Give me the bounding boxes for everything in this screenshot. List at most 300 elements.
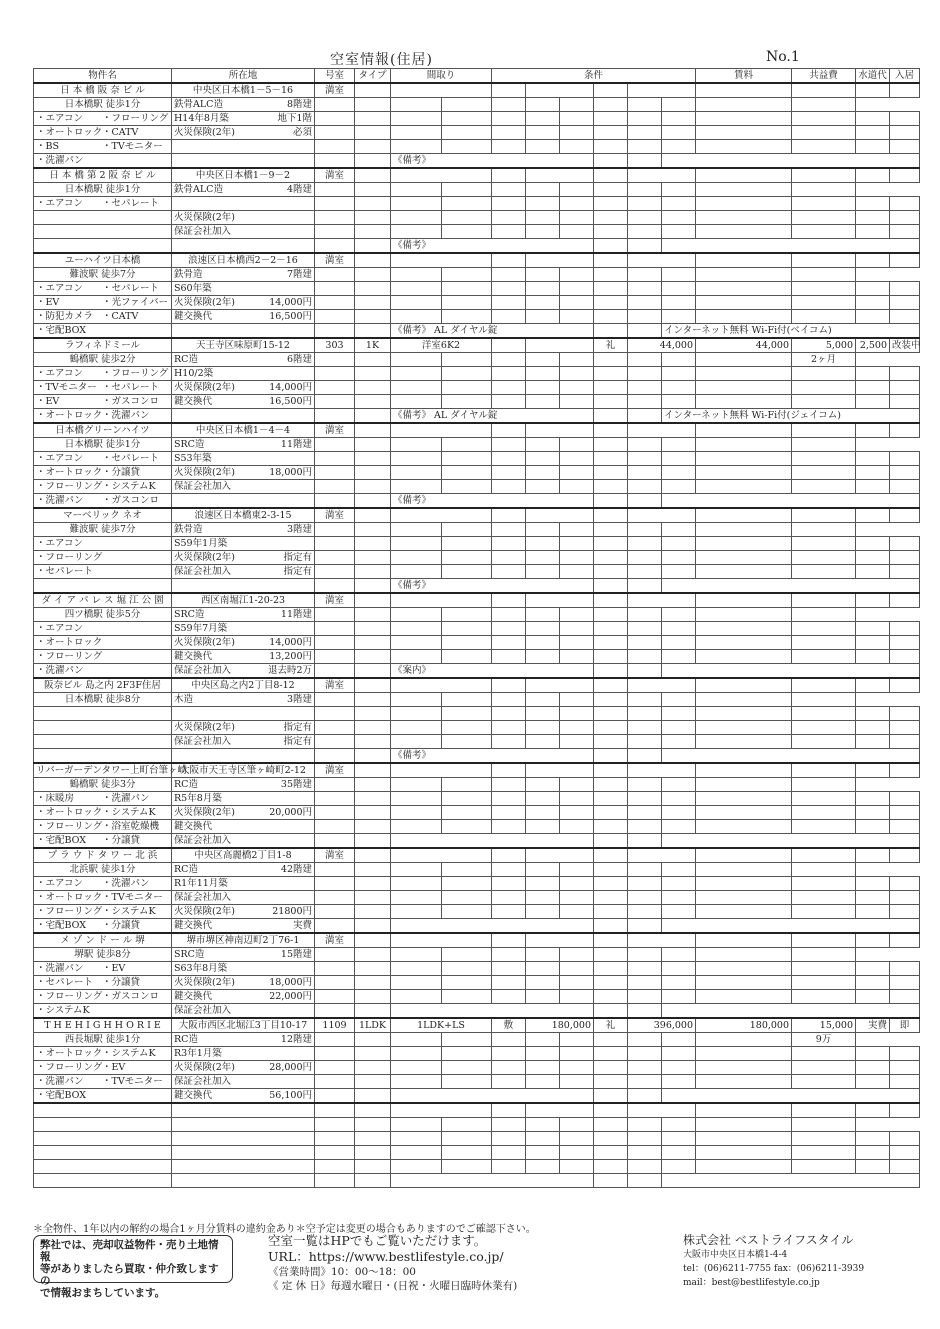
building-detail <box>172 891 315 905</box>
empty-cell <box>792 1132 856 1146</box>
detail-label: 火災保険(2年) <box>174 637 235 648</box>
common-fee <box>792 1103 856 1118</box>
footnote: ＊全物件、1年以内の解約の場合1ヶ月分賃料の違約金あり＊空予定は変更の場合もありますのでご確認下さい。 <box>33 1224 536 1235</box>
empty-cell <box>560 225 594 239</box>
detail-label: RC造 <box>174 779 198 790</box>
empty-cell <box>391 693 442 707</box>
empty-cell <box>628 126 662 140</box>
empty-cell <box>526 296 560 310</box>
property-row <box>34 154 920 169</box>
empty-cell <box>696 466 792 480</box>
nearest-station: 鶴橋駅 徒歩3分 <box>34 778 172 792</box>
empty-cell <box>442 140 492 154</box>
empty-cell <box>594 1160 628 1174</box>
empty-cell <box>315 877 355 891</box>
empty-cell <box>696 1132 792 1146</box>
empty-cell <box>492 197 526 211</box>
nearest-station <box>34 1118 172 1132</box>
empty-cell <box>315 622 355 636</box>
empty-cell <box>662 296 696 310</box>
empty-cell <box>792 381 856 395</box>
empty-cell <box>315 1004 355 1019</box>
empty-cell <box>792 905 856 919</box>
empty-cell <box>890 990 920 1004</box>
empty-cell <box>662 183 696 197</box>
feature-item: ・フローリング <box>36 552 103 563</box>
empty-cell <box>492 877 526 891</box>
empty-cell <box>492 480 526 494</box>
water-fee <box>856 593 890 608</box>
empty-cell <box>628 962 662 976</box>
empty-cell <box>662 622 696 636</box>
empty-cell <box>696 948 792 962</box>
notice-line: 等がありましたら買取・仲介致しますの <box>40 1263 219 1287</box>
empty-cell <box>391 1075 442 1089</box>
property-name: ユーハイツ日本橋 <box>34 253 172 268</box>
empty-cell <box>315 1075 355 1089</box>
nearest-station: 難波駅 徒歩7分 <box>34 523 172 537</box>
empty-cell <box>442 537 492 551</box>
property-row <box>34 1004 920 1019</box>
property-row <box>34 565 920 579</box>
empty-cell <box>391 296 442 310</box>
empty-cell <box>662 523 696 537</box>
empty-cell <box>856 721 890 735</box>
empty-cell <box>560 891 594 905</box>
empty-cell <box>628 834 662 849</box>
building-detail <box>172 1004 315 1019</box>
common-fee <box>792 933 856 948</box>
empty-cell <box>792 1061 856 1075</box>
detail-value: 20,000円 <box>269 807 312 818</box>
key-money-label <box>594 83 628 98</box>
detail-label: S63年8月築 <box>174 963 228 974</box>
room-number: 満室 <box>315 508 355 523</box>
property-row <box>34 1103 920 1118</box>
property-address: 中央区高麗橋2丁目1-8 <box>172 848 315 863</box>
empty-cell <box>696 1061 792 1075</box>
key-money-label <box>594 168 628 183</box>
property-row <box>34 608 920 622</box>
remarks-extra <box>662 579 920 594</box>
empty-cell <box>315 211 355 225</box>
empty-cell <box>628 367 662 381</box>
room-type <box>355 678 391 693</box>
empty-cell <box>526 1047 560 1061</box>
empty-cell <box>315 990 355 1004</box>
empty-cell <box>442 1061 492 1075</box>
property-address <box>172 1103 315 1118</box>
detail-value: 16,500円 <box>269 311 312 322</box>
empty-cell <box>355 948 391 962</box>
empty-cell <box>856 650 890 664</box>
detail-label: S53年築 <box>174 453 212 464</box>
room-type <box>355 933 391 948</box>
remarks: 《備考》 <box>391 494 594 509</box>
room-number: 303 <box>315 338 355 353</box>
table-body <box>34 83 920 1188</box>
empty-cell <box>890 976 920 990</box>
detail-label: 保証会社加入 <box>174 736 232 747</box>
empty-cell <box>594 211 628 225</box>
empty-cell <box>315 1089 355 1104</box>
empty-cell <box>696 395 792 409</box>
deposit-value <box>526 848 594 863</box>
empty-cell <box>315 664 355 679</box>
empty-cell <box>856 140 890 154</box>
common-fee <box>792 83 856 98</box>
business-hours: 《営業時間》10：00～18：00 <box>268 1266 416 1278</box>
empty-cell <box>442 112 492 126</box>
remarks: 《備考》 <box>391 579 594 594</box>
key-money-label: 礼 <box>594 1018 628 1033</box>
empty-cell <box>355 863 391 877</box>
empty-cell <box>391 891 442 905</box>
empty-cell <box>526 197 560 211</box>
building-detail <box>172 990 315 1004</box>
empty-cell <box>856 1075 890 1089</box>
empty-cell <box>856 1160 890 1174</box>
empty-cell <box>890 367 920 381</box>
empty-cell <box>696 296 792 310</box>
move-in <box>890 423 920 438</box>
rent <box>696 423 792 438</box>
empty-cell <box>594 721 628 735</box>
building-detail <box>172 211 315 225</box>
property-row <box>34 1118 920 1132</box>
detail-label: 鍵交換代 <box>174 311 213 322</box>
floor-plan <box>391 1103 492 1118</box>
empty-cell <box>792 480 856 494</box>
empty-cell <box>856 452 890 466</box>
feature-item: ・洗濯パン <box>102 793 150 804</box>
empty-cell <box>628 976 662 990</box>
feature-cell <box>34 1160 172 1174</box>
empty-cell <box>315 792 355 806</box>
empty-cell <box>442 905 492 919</box>
empty-cell <box>492 735 526 749</box>
empty-cell <box>355 154 391 169</box>
property-row <box>34 834 920 849</box>
empty-cell <box>492 820 526 834</box>
website-url[interactable]: URL：https://www.bestlifestyle.co.jp/ <box>268 1249 504 1264</box>
empty-cell <box>442 948 492 962</box>
move-in <box>890 508 920 523</box>
room-type <box>355 83 391 98</box>
empty-cell <box>628 608 662 622</box>
property-address: 天王寺区味原町15-12 <box>172 338 315 353</box>
empty-cell <box>560 381 594 395</box>
key-money-value <box>628 423 696 438</box>
empty-cell <box>355 579 391 594</box>
deposit-label <box>492 253 526 268</box>
detail-label: S60年築 <box>174 283 212 294</box>
property-address: 中央区日本橋1－9－2 <box>172 168 315 183</box>
empty-cell <box>391 183 442 197</box>
room-type <box>355 253 391 268</box>
header-common-fee: 共益費 <box>792 69 856 84</box>
floor-plan <box>391 253 492 268</box>
empty-cell <box>594 1132 628 1146</box>
empty-cell <box>526 707 560 721</box>
feature-item: ・システムK <box>102 906 156 917</box>
detail-value: 6階建 <box>286 354 312 365</box>
property-name: 日 本 橋 阪 奈 ビ ル <box>34 83 172 98</box>
detail-label: SRC造 <box>174 439 205 450</box>
detail-value: 14,000円 <box>269 637 312 648</box>
empty-cell <box>526 1075 560 1089</box>
feature-cell <box>34 1061 172 1075</box>
feature-cell <box>34 891 172 905</box>
empty-cell <box>594 1033 628 1047</box>
empty-cell <box>628 1174 662 1188</box>
empty-cell <box>355 296 391 310</box>
empty-cell <box>442 721 492 735</box>
empty-cell <box>355 409 391 424</box>
empty-cell <box>792 792 856 806</box>
property-row <box>34 296 920 310</box>
empty-cell <box>662 806 696 820</box>
water-fee: 2,500 <box>856 338 890 353</box>
empty-cell <box>355 239 391 254</box>
empty-cell <box>391 126 442 140</box>
feature-item: ・洗濯パン <box>36 495 84 506</box>
property-row <box>34 381 920 395</box>
empty-cell <box>696 112 792 126</box>
empty-cell <box>662 310 696 324</box>
property-row <box>34 537 920 551</box>
empty-cell <box>792 211 856 225</box>
empty-cell <box>391 310 442 324</box>
empty-cell <box>594 225 628 239</box>
empty-cell <box>696 622 792 636</box>
empty-cell <box>391 466 442 480</box>
empty-cell <box>890 112 920 126</box>
move-in <box>890 678 920 693</box>
detail-value: 18,000円 <box>269 467 312 478</box>
empty-cell <box>792 1075 856 1089</box>
empty-cell <box>526 480 560 494</box>
feature-item: ・宅配BOX <box>36 920 87 931</box>
feature-item: ・フローリング <box>36 991 103 1002</box>
empty-cell <box>442 622 492 636</box>
feature-item: ・オートロック <box>36 892 103 903</box>
empty-cell <box>391 225 442 239</box>
empty-cell <box>391 367 442 381</box>
empty-cell <box>696 1118 792 1132</box>
empty-cell <box>355 1033 391 1047</box>
empty-cell <box>315 1160 355 1174</box>
empty-cell <box>662 1132 696 1146</box>
detail-value: 7階建 <box>286 269 312 280</box>
deposit-label <box>492 1103 526 1118</box>
empty-cell <box>628 523 662 537</box>
property-name <box>34 1103 172 1118</box>
building-detail <box>172 834 315 849</box>
empty-cell <box>355 1132 391 1146</box>
empty-cell <box>662 1146 696 1160</box>
empty-cell <box>560 792 594 806</box>
feature-cell <box>34 409 172 424</box>
empty-cell <box>492 225 526 239</box>
common-fee: 15,000 <box>792 1018 856 1033</box>
empty-cell <box>856 1132 890 1146</box>
empty-cell <box>492 1033 526 1047</box>
nearest-station: 鶴橋駅 徒歩2分 <box>34 353 172 367</box>
empty-cell <box>560 693 594 707</box>
property-row <box>34 310 920 324</box>
empty-cell <box>696 1047 792 1061</box>
empty-cell <box>442 1075 492 1089</box>
empty-cell <box>662 1075 696 1089</box>
key-money-value <box>628 678 696 693</box>
header-room: 号室 <box>315 69 355 84</box>
empty-cell <box>355 721 391 735</box>
detail-label: 保証会社加入 <box>174 892 232 903</box>
empty-cell <box>594 919 628 934</box>
detail-value: 11階建 <box>280 439 312 450</box>
common-fee <box>792 253 856 268</box>
empty-cell <box>391 551 442 565</box>
floor-plan <box>391 933 492 948</box>
empty-cell <box>526 112 560 126</box>
empty-cell <box>628 749 662 764</box>
room-number: 満室 <box>315 593 355 608</box>
feature-item: ・EV <box>102 963 126 974</box>
empty-cell <box>442 353 492 367</box>
empty-cell <box>560 211 594 225</box>
property-row <box>34 1174 920 1188</box>
feature-cell <box>34 905 172 919</box>
empty-cell <box>355 693 391 707</box>
header-move-in: 入居 <box>890 69 920 84</box>
header-water: 水道代 <box>856 69 890 84</box>
empty-cell <box>662 381 696 395</box>
building-detail <box>172 1061 315 1075</box>
empty-cell <box>594 494 628 509</box>
feature-cell <box>34 466 172 480</box>
deposit-value <box>526 253 594 268</box>
empty-cell <box>355 1004 391 1019</box>
remarks-extra <box>662 664 920 679</box>
empty-cell <box>628 579 662 594</box>
empty-cell <box>355 126 391 140</box>
empty-cell <box>315 282 355 296</box>
empty-cell <box>560 353 594 367</box>
nearest-station: 北浜駅 徒歩1分 <box>34 863 172 877</box>
feature-item: ・CATV <box>102 311 139 322</box>
empty-cell <box>526 650 560 664</box>
key-money-value <box>628 1103 696 1118</box>
property-row <box>34 919 920 934</box>
empty-cell <box>355 990 391 1004</box>
feature-item: ・洗濯パン <box>36 665 84 676</box>
empty-cell <box>391 523 442 537</box>
empty-cell <box>696 693 792 707</box>
feature-cell <box>34 749 172 764</box>
building-detail <box>172 749 315 764</box>
empty-cell <box>594 112 628 126</box>
empty-cell <box>315 395 355 409</box>
feature-cell <box>34 310 172 324</box>
deposit-label <box>492 848 526 863</box>
key-money-value <box>628 933 696 948</box>
empty-cell <box>662 1118 696 1132</box>
feature-cell <box>34 990 172 1004</box>
empty-cell <box>594 608 628 622</box>
empty-cell <box>696 905 792 919</box>
feature-cell <box>34 636 172 650</box>
feature-item: ・分譲貸 <box>102 835 141 846</box>
property-row <box>34 848 920 863</box>
empty-cell <box>890 806 920 820</box>
empty-cell <box>594 650 628 664</box>
empty-cell <box>792 636 856 650</box>
remarks-extra <box>662 494 920 509</box>
empty-cell <box>492 367 526 381</box>
empty-cell <box>628 154 662 169</box>
empty-cell <box>696 367 792 381</box>
empty-cell <box>355 976 391 990</box>
empty-cell <box>628 650 662 664</box>
empty-cell <box>315 1174 355 1188</box>
empty-cell <box>492 976 526 990</box>
detail-label: 鉄骨ALC造 <box>174 99 223 110</box>
feature-cell <box>34 1047 172 1061</box>
empty-cell <box>856 537 890 551</box>
empty-cell <box>560 962 594 976</box>
empty-cell <box>391 962 442 976</box>
property-row <box>34 650 920 664</box>
empty-cell <box>696 650 792 664</box>
property-row <box>34 636 920 650</box>
remarks: 《備考》 AL ダイヤル錠 <box>391 409 594 424</box>
empty-cell <box>355 225 391 239</box>
feature-cell <box>34 537 172 551</box>
empty-cell <box>442 225 492 239</box>
rent <box>696 83 792 98</box>
empty-cell <box>442 863 492 877</box>
company-email[interactable]: mail：best@bestlifestyle.co.jp <box>683 1278 820 1288</box>
property-row <box>34 1047 920 1061</box>
empty-cell <box>696 877 792 891</box>
property-row <box>34 877 920 891</box>
feature-cell <box>34 721 172 735</box>
empty-cell <box>696 1033 792 1047</box>
feature-cell <box>34 551 172 565</box>
deposit-label <box>492 678 526 693</box>
feature-cell <box>34 211 172 225</box>
holidays: 《 定 休 日》毎週水曜日・(日祝・火曜日臨時休業有) <box>268 1280 518 1292</box>
empty-cell <box>526 636 560 650</box>
empty-cell <box>662 693 696 707</box>
empty-cell <box>492 891 526 905</box>
building-detail <box>172 820 315 834</box>
deposit-value <box>526 763 594 778</box>
empty-cell <box>391 735 442 749</box>
water-fee <box>856 508 890 523</box>
property-row <box>34 962 920 976</box>
detail-value: 指定有 <box>283 722 312 733</box>
empty-cell <box>594 296 628 310</box>
empty-cell <box>856 707 890 721</box>
detail-label: R5年8月築 <box>174 793 222 804</box>
empty-cell <box>315 1061 355 1075</box>
empty-cell <box>696 353 792 367</box>
feature-cell <box>34 877 172 891</box>
building-detail <box>172 537 315 551</box>
empty-cell <box>594 749 628 764</box>
